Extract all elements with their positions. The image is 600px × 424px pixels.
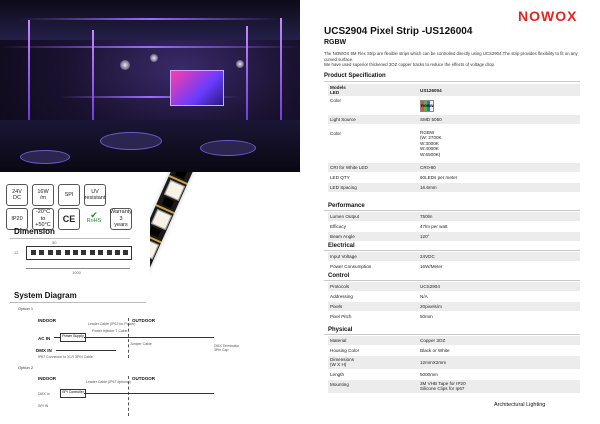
spec-row-light-source: Light Source SMD 5050 <box>328 115 580 124</box>
dimension-led-mark <box>115 250 120 255</box>
spec-row-lumen: Lumen Output 750lm <box>328 212 580 221</box>
dmx-in-2-label: DMX In <box>38 392 50 396</box>
dimension-led-mark <box>39 250 44 255</box>
indoor-label-2: INDOOR <box>38 376 56 381</box>
spec-row-led-qty: LED QTY 60LEDs per meter <box>330 175 458 180</box>
dimension-pitch-label: 50 <box>52 240 57 245</box>
dimension-led-mark <box>73 250 78 255</box>
spec-row-input-voltage: Input Voltage 24VDC <box>328 252 580 261</box>
spec-row-housing-color: Housing Color Black or White <box>330 348 450 353</box>
spec-row-pixels: Pixels 20pixels/m <box>328 302 580 311</box>
led-strip-photo <box>150 172 300 424</box>
ip20-icon: IP20 <box>6 208 28 230</box>
electrical-divider <box>324 250 580 251</box>
control-title: Control <box>328 273 350 279</box>
jumper-cable-label: Jumper Cable <box>130 342 152 346</box>
spec-row-mounting: Mounting 3M VHB Tape for IP20 Silicone Clips for Ip67 <box>328 380 580 393</box>
spec-row-models: Models LED US126004 <box>328 84 580 96</box>
strip-ic-chip <box>150 226 161 237</box>
spec-row-dimensions: Dimensions (W X H) 12mmX2mm <box>328 356 580 369</box>
spec-row-color-swatch: Color RGBW <box>328 97 580 113</box>
spi-controller-box: SPI Controller <box>60 389 86 398</box>
brand-logo: NOWOX <box>518 8 578 24</box>
spec-row-cri: CRI for White LED CRI>80 <box>328 163 580 172</box>
leader-cable-label: Leader Cable (IP67 for Power) <box>88 322 136 326</box>
rohs-icon: ✔ RoHS <box>86 209 102 224</box>
electrical-title: Electrical <box>328 243 355 249</box>
uv-resistant-icon: UV resistant <box>84 184 106 206</box>
spec-row-addressing: Addressing N/A <box>330 294 428 299</box>
dimension-drawing <box>26 246 132 260</box>
rgbw-swatch-icon: RGBW <box>420 100 434 112</box>
indoor-label-1: INDOOR <box>38 318 56 323</box>
ac-in-label: AC IN <box>38 336 51 341</box>
dimension-led-mark <box>48 250 53 255</box>
dimension-led-mark <box>31 250 36 255</box>
dimension-led-mark <box>81 250 86 255</box>
control-divider <box>324 280 580 281</box>
spec-title: Product Specification <box>324 73 386 79</box>
system-divider <box>10 302 146 303</box>
spec-row-material: Material Copper 3OZ <box>328 336 580 345</box>
performance-title: Performance <box>328 203 365 209</box>
terminator-label: DMX Terminator 3Pin Cap <box>214 344 240 352</box>
power-line <box>84 337 214 338</box>
outdoor-label-2: OUTDOOR <box>132 376 155 381</box>
spec-row-power: Power Consumption 16W/Meter <box>330 264 443 269</box>
dimension-led-mark <box>65 250 70 255</box>
dmx-in-label: DMX IN <box>36 348 52 353</box>
product-title: UCS2904 Pixel Strip -US126004 <box>324 26 473 37</box>
footer-tagline: Architectural Lighting <box>494 402 546 408</box>
ce-icon: CE <box>58 208 80 230</box>
dimension-led-mark <box>56 250 61 255</box>
product-description: The NOWOX 5M Flex Strip are flexible strips which can be controlled directly using UCS2904.The strip provides flexibility to fit on any curved surface. We have used superior thickened 3OZ copper tracks to reduce the effects of voltage drop. <box>324 51 578 68</box>
outdoor-label-1: OUTDOOR <box>132 318 155 323</box>
system-diagram-title: System Diagram <box>14 291 77 300</box>
dimension-led-mark <box>90 250 95 255</box>
wattage-icon: 16W /m <box>32 184 54 206</box>
dimension-led-mark <box>98 250 103 255</box>
dimension-title: Dimension <box>14 227 55 236</box>
leader-cable-2-label: Leader Cable (IP67 optional) <box>86 380 131 384</box>
dimension-divider <box>10 238 130 239</box>
ip67-connector-label: IP67 Connector to XLR 3PIN Cable <box>38 355 93 359</box>
spec-row-color: Color RGBW (W: 2700K W:3000K W:4000K W:6500K) <box>330 130 442 157</box>
injector-label: Power Injector T Cable <box>92 329 128 333</box>
performance-divider <box>324 210 580 211</box>
spec-row-pixel-pitch: Pixel Pitch 50mm <box>330 314 433 319</box>
warranty-icon: Warranty 3 years <box>109 209 133 229</box>
spec-row-beam-angle: Beam Angle 120° <box>328 232 580 241</box>
physical-title: Physical <box>328 327 353 333</box>
power-supply-box: Power Supply <box>60 333 86 342</box>
spec-row-length: Length 5000mm <box>330 372 438 377</box>
spi-icon: SPI <box>58 184 80 206</box>
temperature-icon: -20°C to +50°C <box>32 208 54 230</box>
option-1-label: Option 1 <box>18 306 34 311</box>
spec-row-efficacy: Efficacy 47lm per watt <box>330 224 448 229</box>
voltage-icon: 24V DC <box>6 184 28 206</box>
product-subtitle: RGBW <box>324 39 347 46</box>
dimension-led-mark <box>107 250 112 255</box>
dimension-height-label: 12 <box>14 250 19 255</box>
spec-divider <box>324 81 580 82</box>
spi-in-label: SPI IN <box>38 404 49 408</box>
dimension-led-mark <box>123 250 128 255</box>
physical-divider <box>324 334 580 335</box>
signal-line <box>84 393 214 394</box>
hero-photo <box>0 0 300 172</box>
option-2-label: Option 2 <box>18 365 34 370</box>
dimension-length-label: 1000 <box>72 270 81 275</box>
dimension-length-line <box>26 268 130 269</box>
spec-row-led-spacing: LED Spacing 16.6mm <box>328 183 580 192</box>
spec-row-protocols: Protocols UCS2904 <box>328 282 580 291</box>
